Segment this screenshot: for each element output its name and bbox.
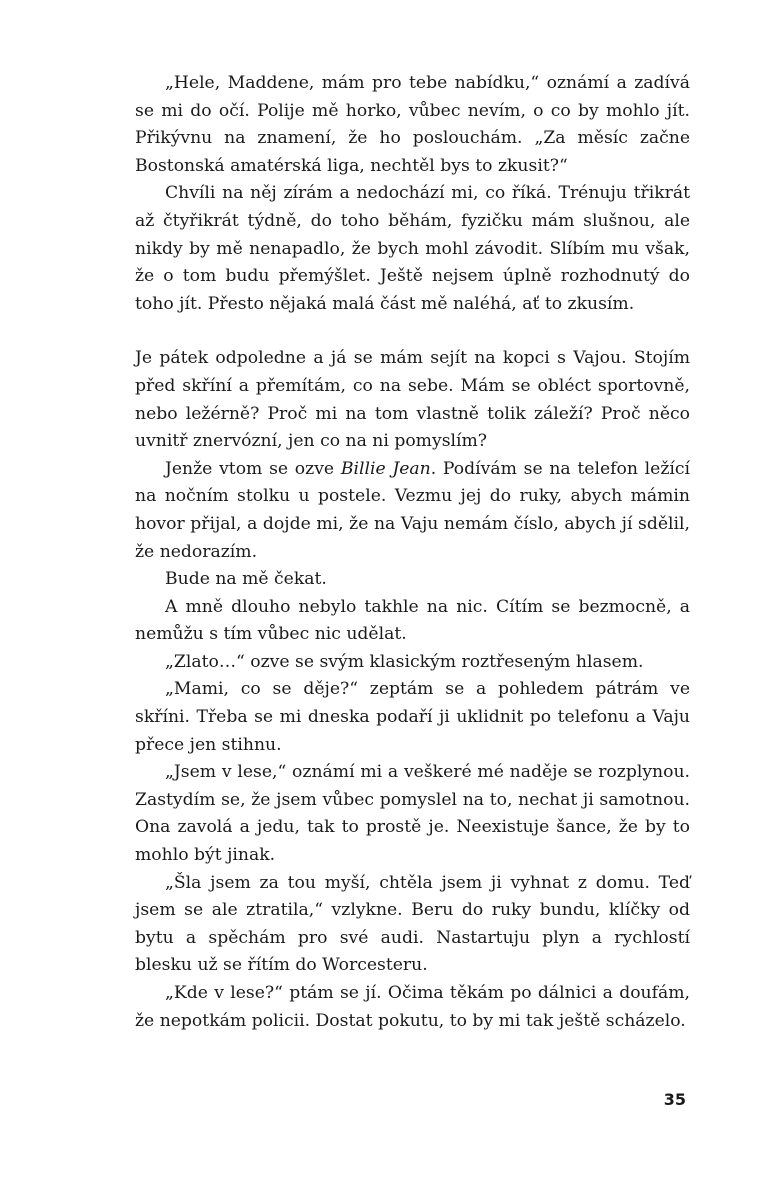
paragraph: „Mami, co se děje?“ zeptám se a pohledem pátrám ve skříni. Třeba se mi dneska podaří ji uklidnit po telefonu a Vaju přece jen stihnu. [135,679,690,755]
paragraph-text: . Podívám se na telefon ležící na nočním stolku u postele. Vezmu jej do ruky, abych mámin hovor přijal, a dojde mi, že na Vaju nemám číslo, abych jí sdělil, že nedorazím. [135,458,690,562]
paragraph: „Zlato…“ ozve se svým klasickým roztřeseným hlasem. [165,651,644,672]
book-page-text [135,70,690,1035]
paragraph-text: Jenže vtom se ozve [165,458,341,479]
paragraph: Bude na mě čekat. [165,569,327,590]
paragraph: Chvíli na něj zírám a nedochází mi, co říká. Trénuju třikrát až čtyřikrát týdně, do toho běhám, fyzičku mám slušnou, ale nikdy by mě nenapadlo, že bych mohl závodit. Slíbím mu však, že o tom budu přemýšlet. Ještě nejsem úplně rozhodnutý do toho jít. Přesto nějaká malá část mě naléhá, ať to zkusím. [135,183,690,314]
paragraph: „Jsem v lese,“ oznámí mi a veškeré mé naděje se rozplynou. Zastydím se, že jsem vůbec pomyslel na to, nechat ji samotnou. Ona zavolá a jedu, tak to prostě je. Neexistuje šance, že by to mohlo být jinak. [135,762,690,866]
paragraph [135,456,690,566]
page-number: 35 [663,1090,686,1109]
paragraph: „Kde v lese?“ ptám se jí. Očima těkám po dálnici a doufám, že nepotkám policii. Dostat pokutu, to by mi tak ještě scházelo. [135,983,690,1031]
paragraph: Je pátek odpoledne a já se mám sejít na kopci s Vajou. Stojím před skříní a přemítám, co na sebe. Mám se obléct sportovně, nebo ležérně? Proč mi na tom vlastně tolik záleží? Proč něco uvnitř znervózní, jen co na ni pomyslím? [135,348,690,452]
paragraph: „Hele, Maddene, mám pro tebe nabídku,“ oznámí a zadívá se mi do očí. Polije mě horko, vůbec nevím, o co by mohlo jít. Přikývnu na znamení, že ho poslouchám. „Za měsíc začne Bostonská amatérská liga, nechtěl bys to zkusit?“ [135,73,690,176]
paragraph: A mně dlouho nebylo takhle na nic. Cítím se bezmocně, a nemůžu s tím vůbec nic udělat. [135,596,690,645]
song-title: Billie Jean [340,458,431,479]
section-break [135,318,690,345]
paragraph: „Šla jsem za tou myší, chtěla jsem ji vyhnat z domu. Teď jsem se ale ztratila,“ vzlykne. Beru do ruky bundu, klíčky od bytu a spěchám pro své audi. Nastartuju plyn a rychlostí blesku už se řítím do Worcesteru. [135,872,690,976]
